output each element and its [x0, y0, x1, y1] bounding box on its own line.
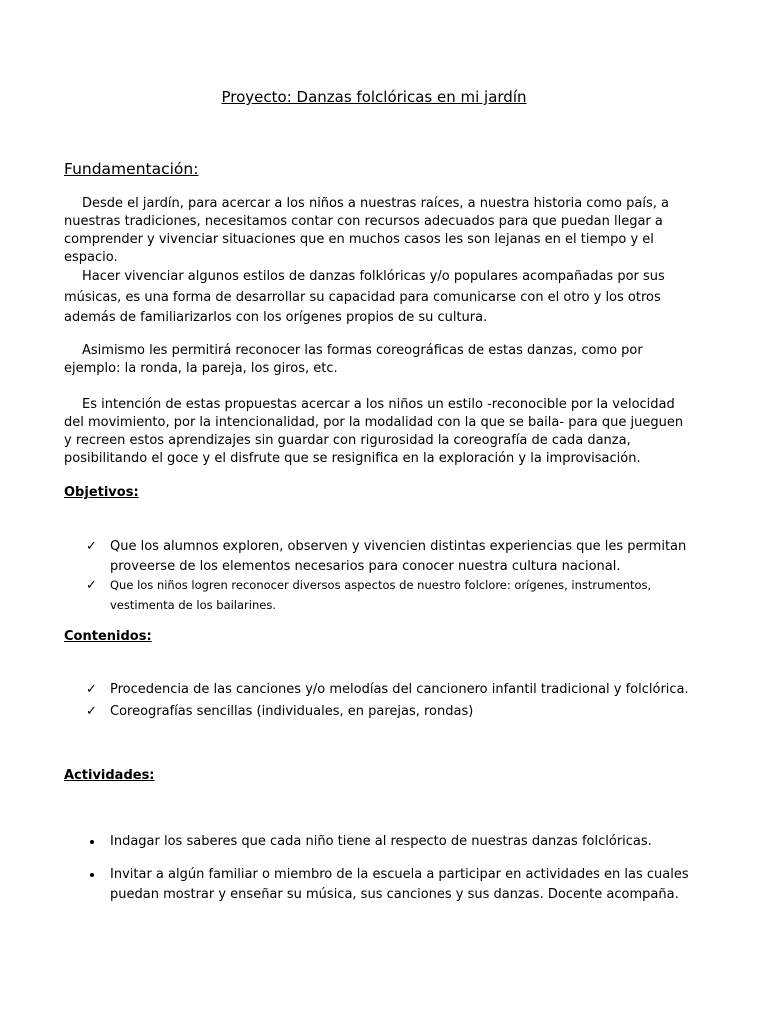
fundamentacion-paragraph-3: Asimismo les permitirá reconocer las formas coreográficas de estas danzas, como por ejemplo: la ronda, la pareja, los giros, etc.: [64, 343, 643, 376]
list-item: [64, 702, 704, 722]
bullet-icon: [90, 873, 94, 877]
actividades-heading: Actividades:: [64, 768, 155, 783]
objetivo-text-1: Que los alumnos exploren, observen y vivencien distintas experiencias que les permitan proveerse de los elementos necesarios para conocer nuestra cultura nacional.: [110, 539, 687, 574]
contenido-text-1: Procedencia de las canciones y/o melodías del cancionero infantil tradicional y folclórica.: [110, 682, 689, 697]
fundamentacion-paragraph-4: Es intención de estas propuestas acercar a los niños un estilo -reconocible por la velocidad del movimiento, por la intencionalidad, por la modalidad con la que se baila- para que jueguen y recreen estos aprendizajes sin guardar con rigurosidad la coreografía de cada danza, posibilitando el goce y el disfrute que se resignifica en la exploración y la improvisación.: [64, 397, 684, 466]
bullet-icon: [90, 840, 94, 844]
checkmark-icon: ✓: [86, 539, 97, 554]
checkmark-icon: ✓: [86, 682, 97, 697]
contenidos-heading: Contenidos:: [64, 629, 152, 644]
fundamentacion-paragraph-2: Hacer vivenciar algunos estilos de danzas folklóricas y/o populares acompañadas por sus músicas, es una forma de desarrollar su capacidad para comunicarse con el otro y los otros además de familiarizarlos con los orígenes propios de su cultura.: [64, 269, 665, 325]
contenido-text-2: Coreografías sencillas (individuales, en parejas, rondas): [110, 704, 474, 719]
list-item: [64, 537, 704, 576]
objetivo-text-2: Que los niños logren reconocer diversos aspectos de nuestro folclore: orígenes, instrumentos, vestimenta de los bailarines.: [110, 578, 652, 612]
checkmark-icon: ✓: [86, 578, 97, 593]
objetivos-heading: Objetivos:: [64, 485, 139, 500]
actividad-text-2: Invitar a algún familiar o miembro de la escuela a participar en actividades en las cuales puedan mostrar y enseñar su música, sus canciones y sus danzas. Docente acompaña.: [110, 867, 689, 902]
document-title: Proyecto: Danzas folclóricas en mi jardín: [221, 88, 527, 106]
list-item: [64, 865, 704, 904]
contenidos-list: [64, 680, 704, 722]
list-item: [64, 680, 704, 700]
list-item: [64, 832, 704, 851]
fundamentacion-heading: Fundamentación:: [64, 160, 199, 178]
fundamentacion-paragraph-1: Desde el jardín, para acercar a los niños a nuestras raíces, a nuestra historia como país, a nuestras tradiciones, necesitamos contar con recursos adecuados para que puedan llegar a comprender y vivenciar situaciones que en muchos casos les son lejanas en el tiempo y el espacio.: [64, 196, 669, 265]
actividad-text-1: Indagar los saberes que cada niño tiene al respecto de nuestras danzas folclóricas.: [110, 834, 652, 849]
list-item: [64, 576, 704, 615]
actividades-list: [64, 832, 704, 904]
checkmark-icon: ✓: [86, 704, 97, 719]
objetivos-list: [64, 537, 704, 615]
